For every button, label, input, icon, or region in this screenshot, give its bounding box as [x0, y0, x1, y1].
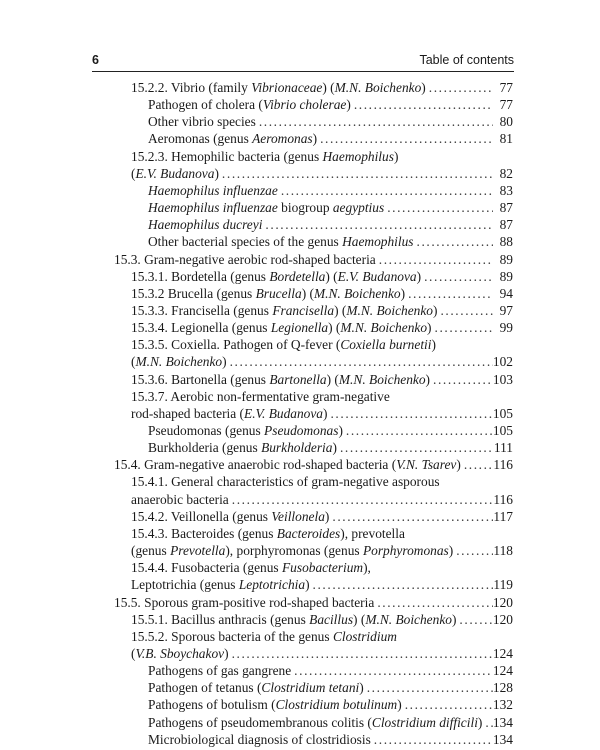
- italic-text: Haemophilus: [322, 149, 394, 164]
- text-run: ): [433, 303, 438, 318]
- toc-entry-title: [131, 319, 432, 336]
- text-run: ): [346, 97, 351, 112]
- italic-text: Haemophilus ducreyi: [148, 217, 263, 232]
- running-title: Table of contents: [419, 53, 514, 67]
- text-run: 15.4.1. General characteristics of gram-negative asporous: [131, 474, 440, 489]
- toc-page-number: 94: [499, 286, 513, 301]
- text-run: 15.3.4. Legionella (genus: [131, 320, 271, 335]
- text-run: ) (: [325, 269, 338, 284]
- toc-entry-title: [131, 576, 310, 593]
- text-run: Pathogen of tetanus (: [148, 680, 262, 695]
- text-run: 15.4.4. Fusobacteria (genus: [131, 560, 282, 575]
- dot-leader: [384, 199, 493, 216]
- toc-entry-title: [148, 182, 278, 199]
- text-run: 15.5.2. Sporous bacteria of the genus: [131, 629, 333, 644]
- dot-leader: [262, 216, 493, 233]
- toc-entry-title: [148, 679, 364, 696]
- dot-leader: [337, 439, 493, 456]
- dot-leader: [456, 611, 492, 628]
- text-run: Pathogens of botulism (: [148, 697, 276, 712]
- toc-entry: [131, 611, 513, 628]
- toc-entry: [131, 542, 513, 559]
- toc-entry: [131, 525, 405, 542]
- text-run: 15.3. Gram-negative aerobic rod-shaped bacteria: [114, 252, 376, 267]
- italic-text: Vibrionaceae: [251, 80, 323, 95]
- toc-page-number: 128: [492, 680, 513, 695]
- toc-page-number: 120: [492, 595, 513, 610]
- text-run: 15.3.1. Bordetella (genus: [131, 269, 270, 284]
- toc-page-number: 102: [492, 354, 513, 369]
- toc-entry: [148, 439, 513, 456]
- toc-entry: [148, 199, 513, 216]
- toc-entry-title: [131, 285, 405, 302]
- italic-text: Brucella: [255, 286, 302, 301]
- dot-leader: [351, 96, 493, 113]
- dot-leader: [402, 696, 493, 713]
- toc-entry: [131, 628, 397, 645]
- toc-page-number: 134: [492, 732, 513, 747]
- text-run: Burkholderia (genus: [148, 440, 262, 455]
- toc-page-number: 111: [493, 440, 513, 455]
- text-run: ) (: [322, 80, 335, 95]
- text-run: 15.3.2 Brucella (genus: [131, 286, 256, 301]
- italic-text: Legionella: [270, 320, 329, 335]
- dot-leader: [371, 731, 493, 748]
- dot-leader: [227, 353, 493, 370]
- toc-entry: [131, 559, 371, 576]
- dot-leader: [414, 233, 493, 250]
- page-number: 6: [92, 53, 99, 67]
- toc-entry: [131, 353, 513, 370]
- toc-entry: [148, 731, 513, 748]
- italic-text: E.V. Budanova: [135, 166, 215, 181]
- italic-text: Haemophilus influenzae: [148, 183, 278, 198]
- italic-text: M.N. Boichenko: [313, 286, 401, 301]
- text-run: Other vibrio species: [148, 114, 256, 129]
- dot-leader: [432, 319, 494, 336]
- dot-leader: [219, 165, 493, 182]
- text-run: ) (: [328, 320, 341, 335]
- italic-text: Clostridium tetani: [261, 680, 360, 695]
- text-run: ): [338, 423, 343, 438]
- dot-leader: [278, 182, 493, 199]
- dot-leader: [256, 113, 493, 130]
- text-run: ): [421, 80, 426, 95]
- toc-page-number: 120: [492, 612, 513, 627]
- toc-entry: [131, 79, 513, 96]
- running-header: [92, 53, 514, 71]
- toc-page-number: 105: [492, 406, 513, 421]
- italic-text: Francisella: [272, 303, 335, 318]
- dot-leader: [421, 268, 493, 285]
- text-run: ) (: [326, 372, 339, 387]
- toc-entry-title: [131, 371, 430, 388]
- toc-entry: [148, 216, 513, 233]
- text-run: anaerobic bacteria: [131, 492, 229, 507]
- toc-entry: [148, 233, 513, 250]
- toc-entry-title: [148, 731, 371, 748]
- text-run: (genus: [131, 543, 171, 558]
- toc-entry-title: [131, 302, 437, 319]
- toc-entry-title: [131, 337, 436, 352]
- text-run: 15.4.2. Veillonella (genus: [131, 509, 272, 524]
- toc-page-number: 97: [499, 303, 513, 318]
- italic-text: Clostridium botulinum: [275, 697, 398, 712]
- text-run: ) (: [301, 286, 314, 301]
- text-run: ): [214, 166, 219, 181]
- toc-entry-title: [148, 216, 262, 233]
- toc-page-number: 89: [499, 252, 513, 267]
- dot-leader: [376, 251, 493, 268]
- toc-entry: [131, 388, 390, 405]
- toc-entry: [148, 182, 513, 199]
- toc-entry-title: [131, 389, 390, 404]
- italic-text: Haemophilus: [342, 234, 414, 249]
- text-run: 15.2.3. Hemophilic bacteria (genus: [131, 149, 323, 164]
- toc-entry: [131, 319, 513, 336]
- text-run: biogroup: [277, 200, 333, 215]
- toc-entry-title: [131, 611, 456, 628]
- dot-leader: [453, 542, 493, 559]
- text-run: ): [431, 337, 436, 352]
- dot-leader: [364, 679, 493, 696]
- toc-entry-title: [148, 199, 384, 216]
- toc-entry-title: [131, 353, 227, 370]
- italic-text: Coxiella burnetii: [340, 337, 432, 352]
- dot-leader: [426, 79, 493, 96]
- dot-leader: [310, 576, 493, 593]
- toc-entry-title: [131, 268, 421, 285]
- text-run: ): [477, 715, 483, 730]
- italic-text: M.N. Boichenko: [365, 612, 452, 627]
- toc-entry: [131, 405, 513, 422]
- italic-text: Vibrio cholerae: [262, 97, 347, 112]
- toc-entry-title: [131, 491, 229, 508]
- toc-entry-title: [131, 645, 229, 662]
- toc-entry: [131, 508, 513, 525]
- toc-entry: [148, 679, 513, 696]
- italic-text: V.B. Sboychakov: [135, 646, 225, 661]
- text-run: ),: [363, 560, 371, 575]
- text-run: ): [393, 149, 399, 164]
- italic-text: Haemophilus influenzae: [148, 200, 278, 215]
- text-run: ): [324, 509, 330, 524]
- text-run: ): [224, 646, 229, 661]
- dot-leader: [317, 130, 493, 147]
- dot-leader: [430, 371, 493, 388]
- italic-text: Clostridium: [332, 629, 397, 644]
- italic-text: Clostridium difficili: [371, 715, 478, 730]
- toc-entry-title: [114, 594, 374, 611]
- italic-text: E.V. Budanova: [337, 269, 417, 284]
- toc-entry: [131, 473, 440, 490]
- dot-leader: [437, 302, 493, 319]
- text-run: ): [222, 354, 227, 369]
- toc-entry-title: [131, 560, 371, 575]
- toc-page-number: 77: [499, 97, 513, 112]
- dot-leader: [229, 645, 493, 662]
- italic-text: M.N. Boichenko: [334, 80, 422, 95]
- toc-entry: [131, 165, 513, 182]
- italic-text: M.N. Boichenko: [346, 303, 433, 318]
- toc-entry: [131, 285, 513, 302]
- toc-entry: [131, 148, 398, 165]
- italic-text: Burkholderia: [261, 440, 333, 455]
- toc-page-number: 80: [499, 114, 513, 129]
- text-run: ): [305, 577, 310, 592]
- toc-page-number: 105: [492, 423, 513, 438]
- toc-page-number: 87: [499, 200, 513, 215]
- text-run: ): [323, 406, 328, 421]
- text-run: 15.3.3. Francisella (genus: [131, 303, 273, 318]
- toc-entry: [131, 371, 513, 388]
- text-run: ), prevotella: [340, 526, 405, 541]
- italic-text: Porphyromonas: [362, 543, 449, 558]
- toc-entry-title: [131, 629, 397, 644]
- text-run: 15.2.2. Vibrio (family: [131, 80, 252, 95]
- toc-page-number: 116: [493, 492, 513, 507]
- text-run: ): [448, 543, 454, 558]
- toc-entry-title: [114, 456, 461, 473]
- toc-entry-title: [131, 405, 327, 422]
- text-run: ): [427, 320, 432, 335]
- toc-page-number: 87: [499, 217, 513, 232]
- toc-entry-title: [114, 251, 376, 268]
- text-run: ): [312, 131, 318, 146]
- text-run: ), porphyromonas (genus: [225, 543, 363, 558]
- text-run: ): [397, 697, 402, 712]
- dot-leader: [343, 422, 493, 439]
- toc-entry: [114, 456, 513, 473]
- toc-entry: [131, 645, 513, 662]
- text-run: 15.4.3. Bacteroides (genus: [131, 526, 277, 541]
- toc-page-number: 132: [492, 697, 513, 712]
- italic-text: Pseudomonas: [264, 423, 339, 438]
- dot-leader: [405, 285, 493, 302]
- toc-entry-title: [131, 526, 405, 541]
- toc-entry-title: [148, 696, 402, 713]
- toc-entry-title: [148, 96, 351, 113]
- header-rule: [92, 71, 514, 72]
- toc-entry: [131, 302, 513, 319]
- text-run: ) (: [353, 612, 366, 627]
- text-run: Microbiological diagnosis of clostridiosis: [148, 732, 371, 747]
- italic-text: Bacillus: [309, 612, 354, 627]
- toc-page-number: 119: [493, 577, 513, 592]
- text-run: Pathogens of pseudomembranous colitis (: [148, 715, 372, 730]
- toc-entry-title: [131, 165, 219, 182]
- dot-leader: [327, 405, 492, 422]
- italic-text: Fusobacterium: [282, 560, 364, 575]
- toc-entry-title: [148, 662, 291, 679]
- toc-entry-title: [131, 149, 398, 164]
- toc-page-number: 83: [499, 183, 513, 198]
- text-run: rod-shaped bacteria (: [131, 406, 245, 421]
- text-run: 15.4. Gram-negative anaerobic rod-shaped bacteria (: [114, 457, 397, 472]
- text-run: Pathogen of cholera (: [148, 97, 263, 112]
- toc-entry-title: [148, 714, 482, 731]
- italic-text: Prevotella: [170, 543, 226, 558]
- text-run: ): [359, 680, 364, 695]
- toc-entry-title: [131, 474, 440, 489]
- italic-text: Bordetella: [269, 269, 326, 284]
- toc-page-number: 88: [499, 234, 513, 249]
- toc-entry-title: [148, 130, 317, 147]
- dot-leader: [329, 508, 493, 525]
- toc-entry: [114, 594, 513, 611]
- toc-entry: [148, 422, 513, 439]
- toc-entry-title: [148, 113, 256, 130]
- toc-entry: [114, 251, 513, 268]
- toc-entry-title: [131, 79, 426, 96]
- text-run: 15.3.7. Aerobic non-fermentative gram-negative: [131, 389, 390, 404]
- text-run: ): [416, 269, 422, 284]
- toc-entry: [131, 576, 513, 593]
- toc-page-number: 82: [499, 166, 513, 181]
- text-run: 15.3.6. Bartonella (genus: [131, 372, 270, 387]
- italic-text: M.N. Boichenko: [338, 372, 426, 387]
- italic-text: M.N. Boichenko: [135, 354, 223, 369]
- text-run: ) (: [334, 303, 347, 318]
- text-run: (: [131, 354, 136, 369]
- toc-page-number: 116: [493, 457, 513, 472]
- toc-page-number: 134: [492, 715, 513, 730]
- text-run: Pseudomonas (genus: [148, 423, 265, 438]
- toc-entry: [131, 336, 436, 353]
- text-run: 15.3.5. Coxiella. Pathogen of Q-fever (: [131, 337, 341, 352]
- italic-text: Veillonela: [271, 509, 325, 524]
- italic-text: Aeromonas: [252, 131, 313, 146]
- toc-entry: [148, 714, 513, 731]
- dot-leader: [482, 714, 493, 731]
- toc-page-number: 103: [492, 372, 513, 387]
- toc-entry: [148, 113, 513, 130]
- toc-page-number: 77: [499, 80, 513, 95]
- toc-entry-title: [148, 233, 414, 250]
- toc-entry: [131, 491, 513, 508]
- italic-text: aegyptius: [332, 200, 385, 215]
- text-run: Other bacterial species of the genus: [148, 234, 343, 249]
- italic-text: Bartonella: [269, 372, 327, 387]
- toc-entry: [148, 130, 513, 147]
- dot-leader: [229, 491, 493, 508]
- toc-page-number: 117: [493, 509, 513, 524]
- text-run: ): [456, 457, 461, 472]
- italic-text: M.N. Boichenko: [340, 320, 428, 335]
- text-run: Leptotrichia (genus: [131, 577, 239, 592]
- text-run: 15.5.1. Bacillus anthracis (genus: [131, 612, 310, 627]
- toc-entry: [148, 662, 513, 679]
- toc-page-number: 81: [499, 131, 513, 146]
- italic-text: E.V. Budanova: [244, 406, 324, 421]
- toc-page-number: 118: [493, 543, 513, 558]
- toc-page-number: 124: [492, 646, 513, 661]
- italic-text: Leptotrichia: [238, 577, 306, 592]
- text-run: ): [400, 286, 406, 301]
- italic-text: Bacteroides: [276, 526, 341, 541]
- dot-leader: [461, 456, 493, 473]
- toc-page-number: 99: [499, 320, 513, 335]
- dot-leader: [374, 594, 493, 611]
- toc-entry: [131, 268, 513, 285]
- text-run: 15.5. Sporous gram-positive rod-shaped bacteria: [114, 595, 375, 610]
- text-run: Aeromonas (genus: [148, 131, 253, 146]
- text-run: (: [131, 646, 136, 661]
- toc-entry: [148, 696, 513, 713]
- toc-entry-title: [148, 422, 343, 439]
- text-run: ): [451, 612, 457, 627]
- text-run: ): [425, 372, 431, 387]
- toc-entry-title: [148, 439, 337, 456]
- toc-entry-title: [131, 508, 329, 525]
- dot-leader: [291, 662, 493, 679]
- toc-page-number: 89: [499, 269, 513, 284]
- text-run: ): [332, 440, 337, 455]
- toc-entry: [148, 96, 513, 113]
- text-run: (: [131, 166, 136, 181]
- italic-text: V.N. Tsarev: [396, 457, 457, 472]
- text-run: Pathogens of gas gangrene: [148, 663, 292, 678]
- toc-entry-title: [131, 542, 453, 559]
- toc-page-number: 124: [492, 663, 513, 678]
